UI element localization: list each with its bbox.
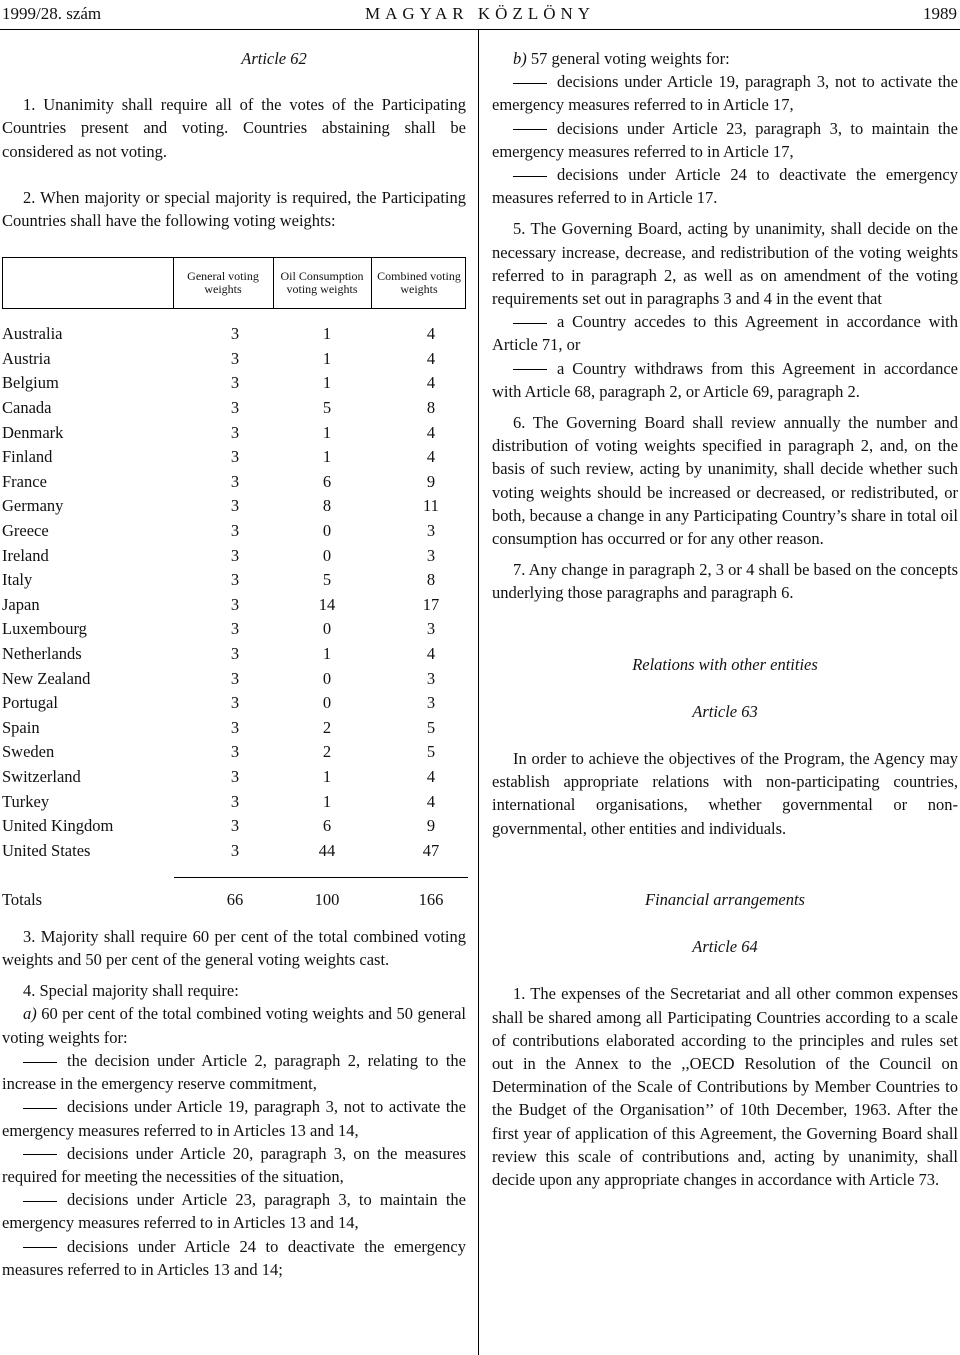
- combined-weight: 4: [426, 373, 436, 393]
- general-weight: 3: [230, 594, 240, 614]
- table-row: [2, 667, 466, 692]
- general-weight: 3: [230, 570, 240, 590]
- oil-weight: 8: [322, 496, 332, 516]
- country-name: Australia: [2, 324, 63, 344]
- article-63-text: In order to achieve the objectives of the Program, the Agency may establish appropriate relations with non-participating countries, international organisations, whether governmental or non-governmental, other entities and individuals.: [492, 749, 958, 838]
- combined-weight: 47: [422, 840, 440, 860]
- dash-item: [2, 1142, 466, 1188]
- header-oil: Oil Consumption voting weights: [273, 258, 372, 308]
- totals-rule: [174, 877, 468, 878]
- oil-weight: 1: [322, 373, 332, 393]
- paragraph-5: 5. The Governing Board, acting by unanimity, shall decide on the necessary increase, decrease, and redistribution of the voting weights referred to in paragraph 2, as well as on amendment of the voting requirements set out in paragraphs 3 and 4 in the event that: [492, 219, 958, 309]
- country-name: Sweden: [2, 742, 55, 762]
- combined-weight: 4: [426, 324, 436, 344]
- table-row: [2, 765, 466, 790]
- general-weight: 3: [230, 791, 240, 811]
- em-dash: [513, 176, 547, 177]
- dash-item-text: decisions under Article 23, paragraph 3, to maintain the emergency measures referred to in Article 17,: [492, 118, 958, 161]
- oil-weight: 5: [322, 570, 332, 590]
- table-row: [2, 642, 466, 667]
- paragraph-4a-text: 60 per cent of the total combined voting weights and 50 general voting weights for:: [2, 1004, 467, 1047]
- country-name: Portugal: [2, 693, 58, 713]
- em-dash: [513, 369, 547, 370]
- oil-weight: 0: [322, 545, 332, 565]
- combined-weight: 3: [426, 619, 436, 639]
- section-financial-title: Financial arrangements: [645, 889, 805, 909]
- dash-item: [2, 1235, 466, 1281]
- header-country: [3, 258, 174, 308]
- section-relations-title: Relations with other entities: [632, 654, 818, 674]
- dash-item: [492, 163, 958, 209]
- general-weight: 3: [230, 668, 240, 688]
- general-weight: 3: [230, 447, 240, 467]
- oil-weight: 1: [322, 447, 332, 467]
- combined-weight: 4: [426, 348, 436, 368]
- table-row: [2, 839, 466, 864]
- totals-oil: 100: [314, 890, 340, 910]
- dash-item-text: decisions under Article 20, paragraph 3, on the measures required for meeting the necessities of the situation,: [2, 1143, 466, 1186]
- country-name: Italy: [2, 570, 33, 590]
- general-weight: 3: [230, 840, 240, 860]
- oil-weight: 1: [322, 791, 332, 811]
- combined-weight: 4: [426, 791, 436, 811]
- paragraph-4b-text: 57 general voting weights for:: [530, 49, 730, 68]
- header-general: General voting weights: [173, 258, 274, 308]
- em-dash: [23, 1154, 57, 1155]
- general-weight: 3: [230, 373, 240, 393]
- table-header: [2, 257, 466, 309]
- general-weight: 3: [230, 619, 240, 639]
- table-row: [2, 371, 466, 396]
- general-weight: 3: [230, 643, 240, 663]
- table-row: [2, 445, 466, 470]
- table-row: [2, 716, 466, 741]
- em-dash: [23, 1062, 57, 1063]
- header-combined: Combined voting weights: [377, 269, 461, 297]
- general-weight: 3: [230, 348, 240, 368]
- em-dash: [513, 323, 547, 324]
- b-dash-list: [492, 70, 958, 209]
- table-row: [2, 421, 466, 446]
- dash-item-text: the decision under Article 2, paragraph 2, relating to the increase in the emergency reserve commitment,: [2, 1050, 466, 1094]
- dash-item-text: decisions under Article 23, paragraph 3, to maintain the emergency measures referred to in Articles 13 and 14,: [2, 1190, 466, 1233]
- table-row: [2, 519, 466, 544]
- paragraph-6: 6. The Governing Board shall review annually the number and distribution of voting weights specified in paragraph 2, and, on the basis of such review, acting by unanimity, shall decide whether such voting weights should be increased or decreased, or redistributed, or both, because a change in any Participating Country’s share in total oil consumption has occurred or for any other reason.: [492, 413, 958, 549]
- country-name: Netherlands: [2, 643, 82, 663]
- table-row: [2, 568, 466, 593]
- dash-item: [2, 1049, 466, 1095]
- general-weight: 3: [230, 422, 240, 442]
- country-name: France: [2, 471, 47, 491]
- issue-number: 1999/28. szám: [2, 4, 102, 23]
- table-row: [2, 593, 466, 618]
- general-weight: 3: [230, 545, 240, 565]
- right-column: [492, 47, 958, 1191]
- combined-weight: 5: [426, 717, 436, 737]
- em-dash: [513, 83, 547, 84]
- country-name: Finland: [2, 447, 53, 467]
- table-row: [2, 470, 466, 495]
- dash-item-text: decisions under Article 24 to deactivate the emergency measures referred to in Articles 13 and 14;: [2, 1236, 466, 1279]
- table-row: [2, 347, 466, 372]
- general-weight: 3: [230, 471, 240, 491]
- combined-weight: 8: [426, 398, 436, 417]
- combined-weight: 3: [426, 520, 436, 540]
- paragraph-4b: [492, 47, 958, 70]
- totals-label: Totals: [2, 890, 43, 910]
- combined-weight: 9: [426, 816, 436, 836]
- oil-weight: 1: [322, 766, 332, 786]
- left-dash-list: [2, 1049, 466, 1281]
- general-weight: 3: [230, 742, 240, 762]
- dash-item-text: a Country accedes to this Agreement in accordance with Article 71, or: [492, 312, 958, 355]
- paragraph-3: 3. Majority shall require 60 per cent of the total combined voting weights and 50 per cent of the general voting weights cast.: [2, 926, 466, 970]
- dash-item: [2, 1188, 466, 1234]
- oil-weight: 0: [322, 693, 332, 713]
- oil-weight: 2: [322, 717, 332, 737]
- country-name: Switzerland: [2, 766, 81, 786]
- country-name: Denmark: [2, 422, 64, 442]
- general-weight: 3: [230, 496, 240, 516]
- paragraph-4: 4. Special majority shall require:: [23, 981, 239, 1001]
- page-header: [0, 0, 960, 28]
- oil-weight: 5: [322, 398, 332, 417]
- combined-weight: 3: [426, 545, 436, 565]
- country-name: Japan: [2, 594, 40, 614]
- combined-weight: 11: [423, 496, 439, 516]
- general-weight: 3: [230, 816, 240, 836]
- combined-weight: 4: [426, 447, 436, 467]
- dash-item-text: a Country withdraws from this Agreement in accordance with Article 68, paragraph 2, or Article 69, paragraph 2.: [492, 358, 958, 401]
- dash-item: [492, 310, 958, 356]
- table-row: [2, 617, 466, 642]
- table-row: [2, 396, 466, 421]
- paragraph-7: 7. Any change in paragraph 2, 3 or 4 shall be based on the concepts underlying those paragraphs and paragraph 6.: [492, 560, 958, 603]
- oil-weight: 2: [322, 742, 332, 762]
- table-row: [2, 814, 466, 839]
- combined-weight: 3: [426, 668, 436, 688]
- general-weight: 3: [230, 324, 240, 344]
- general-weight: 3: [230, 398, 240, 417]
- em-dash: [23, 1247, 57, 1248]
- oil-weight: 14: [318, 594, 336, 614]
- oil-weight: 44: [318, 840, 336, 860]
- dash-item-text: decisions under Article 24 to deactivate the emergency measures referred to in Article 17.: [492, 165, 958, 208]
- oil-weight: 1: [322, 643, 332, 663]
- table-row: [2, 544, 466, 569]
- combined-weight: 3: [426, 693, 436, 713]
- paragraph-1: 1. Unanimity shall require all of the votes of the Participating Countries present and voting. Countries abstaining shall be considered as not voting.: [2, 95, 466, 161]
- voting-weights-table: [2, 322, 466, 863]
- dash-item-text: decisions under Article 19, paragraph 3, not to activate the emergency measures referred to in Article 17,: [492, 72, 958, 115]
- totals-combined: 166: [418, 890, 444, 910]
- em-dash: [23, 1201, 57, 1202]
- oil-weight: 0: [322, 619, 332, 639]
- country-name: Belgium: [2, 373, 59, 393]
- combined-weight: 4: [426, 643, 436, 663]
- combined-weight: 4: [426, 766, 436, 786]
- label-a: a): [23, 1004, 37, 1024]
- p5-dash-list: [492, 310, 958, 403]
- paragraph-4a: [2, 1002, 466, 1048]
- em-dash: [23, 1108, 57, 1109]
- oil-weight: 6: [322, 816, 332, 836]
- combined-weight: 5: [426, 742, 436, 762]
- combined-weight: 17: [422, 594, 440, 614]
- table-row: [2, 790, 466, 815]
- country-name: Spain: [2, 717, 40, 737]
- header-rule: [0, 29, 960, 30]
- table-row: [2, 494, 466, 519]
- country-name: New Zealand: [2, 668, 91, 688]
- oil-weight: 0: [322, 520, 332, 540]
- combined-weight: 4: [426, 422, 436, 442]
- general-weight: 3: [230, 766, 240, 786]
- general-weight: 3: [230, 520, 240, 540]
- oil-weight: 1: [322, 348, 332, 368]
- country-name: Greece: [2, 520, 49, 540]
- combined-weight: 8: [426, 570, 436, 590]
- article-63-title: Article 63: [692, 701, 758, 721]
- oil-weight: 6: [322, 471, 332, 491]
- dash-item: [2, 1095, 466, 1141]
- table-row: [2, 691, 466, 716]
- country-name: Ireland: [2, 545, 49, 565]
- dash-item: [492, 117, 958, 163]
- totals-row: [2, 888, 466, 913]
- page-number: 1989: [923, 4, 957, 23]
- label-b: b): [513, 49, 527, 68]
- paragraph-2: 2. When majority or special majority is required, the Participating Countries shall have the following voting weights:: [2, 187, 466, 231]
- country-name: United Kingdom: [2, 816, 114, 836]
- em-dash: [513, 129, 547, 130]
- country-name: United States: [2, 840, 91, 860]
- article-62-title: Article 62: [241, 49, 307, 68]
- country-name: Canada: [2, 398, 52, 417]
- oil-weight: 0: [322, 668, 332, 688]
- publication-title: MAGYAR KÖZLÖNY: [364, 4, 596, 23]
- dash-item: [492, 70, 958, 116]
- dash-item: [492, 357, 958, 403]
- country-name: Austria: [2, 348, 51, 368]
- article-64-text: 1. The expenses of the Secretariat and all other common expenses shall be shared among all Participating Countries according to a scale of contributions elaborated according to the principles and rules set out in the Annex to the ,,OECD Resolution of the Council on Determination of the Scale of Contributions by Member Countries to the Budget of the Organisation’’ of 10th December, 1963. After the first year of application of this Agreement, the Governing Board shall review this scale of contributions and, acting by unanimity, shall decide upon any appropriate changes in accordance with Article 73.: [492, 984, 958, 1189]
- general-weight: 3: [230, 717, 240, 737]
- country-name: Luxembourg: [2, 619, 87, 639]
- table-row: [2, 322, 466, 347]
- oil-weight: 1: [322, 324, 332, 344]
- country-name: Turkey: [2, 791, 50, 811]
- dash-item-text: decisions under Article 19, paragraph 3, not to activate the emergency measures referred to in Articles 13 and 14,: [2, 1097, 466, 1140]
- combined-weight: 9: [426, 471, 436, 491]
- left-column: [2, 47, 466, 1281]
- country-name: Germany: [2, 496, 64, 516]
- table-row: [2, 740, 466, 765]
- oil-weight: 1: [322, 422, 332, 442]
- column-divider: [478, 30, 479, 1355]
- article-64-title: Article 64: [692, 937, 758, 957]
- general-weight: 3: [230, 693, 240, 713]
- totals-general: 66: [226, 890, 244, 910]
